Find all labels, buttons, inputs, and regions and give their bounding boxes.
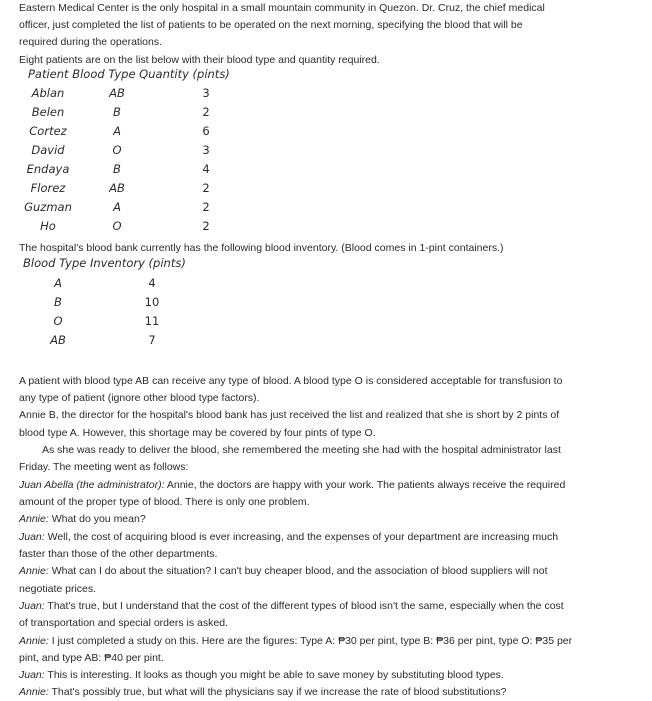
speaker-name: Annie: (19, 686, 49, 698)
speaker-name: Annie: (19, 635, 49, 647)
dialogue-line (19, 563, 548, 580)
story-line: amount of the proper type of blood. There is only one problem. (19, 496, 310, 508)
patient-blood-type: AB (109, 86, 125, 100)
patient-quantity: 2 (202, 200, 210, 214)
patient-name: Endaya (26, 162, 70, 176)
speaker-name: Juan: (19, 669, 45, 681)
patients-table-header: Patient Blood Type Quantity (pints) (28, 67, 230, 81)
speaker-name: Juan: (19, 531, 45, 543)
dialogue-text: I just completed a study on this. Here are the figures: Type A: ₱30 per pint, type B: ₱36 per pint, type O: ₱35 per (48, 635, 573, 647)
dialogue-line (19, 684, 506, 701)
story-line: faster than those of the other departments. (19, 548, 218, 560)
patient-quantity: 3 (202, 143, 210, 157)
patient-blood-type: B (113, 162, 121, 176)
story-line: blood type A. However, this shortage may be covered by four pints of type O. (19, 427, 376, 439)
dialogue-text: That's true, but I understand that the cost of the different types of blood isn't the same, especially when the cost (44, 600, 564, 612)
dialogue-line (19, 511, 146, 528)
inventory-quantity: 4 (148, 276, 156, 290)
patient-name: Ablan (31, 86, 65, 100)
speaker-name: Annie: (19, 565, 49, 577)
story-line: of transportation and special orders is asked. (19, 617, 228, 629)
patient-blood-type: O (112, 143, 122, 157)
patient-quantity: 2 (202, 219, 210, 233)
speaker-name: Annie: (19, 513, 49, 525)
dialogue-line (19, 477, 565, 494)
intro-line-3: required during the operations. (19, 36, 163, 48)
intro-line-4: Eight patients are on the list below with their blood type and quantity required. (19, 54, 380, 66)
patient-quantity: 3 (202, 86, 210, 100)
patient-quantity: 6 (202, 124, 210, 138)
story-line: any type of patient (ignore other blood type factors). (19, 392, 260, 404)
patient-name: Ho (40, 219, 56, 233)
dialogue-text: What can I do about the situation? I can't buy cheaper blood, and the association of blood suppliers will not (48, 565, 548, 577)
patient-blood-type: B (113, 105, 121, 119)
patient-quantity: 2 (202, 181, 210, 195)
dialogue-line (19, 529, 558, 546)
patient-name: Belen (31, 105, 65, 119)
patient-name: Cortez (29, 124, 67, 138)
patient-blood-type: AB (109, 181, 125, 195)
inventory-blood-type: AB (50, 333, 66, 347)
patient-name: David (31, 143, 65, 157)
inventory-intro: The hospital's blood bank currently has the following blood inventory. (Blood comes in 1-pint containers.) (19, 242, 504, 254)
patient-quantity: 4 (202, 162, 210, 176)
patient-blood-type: A (113, 200, 121, 214)
story-line: negotiate prices. (19, 583, 97, 595)
dialogue-text: This is interesting. It looks as though you might be able to save money by substituting blood types. (44, 669, 504, 681)
dialogue-text: That's possibly true, but what will the physicians say if we increase the rate of blood substitutions? (48, 686, 507, 698)
patient-name: Florez (30, 181, 66, 195)
dialogue-text: Annie, the doctors are happy with your work. The patients always receive the required (164, 479, 566, 491)
inventory-blood-type: A (54, 276, 62, 290)
story-line: As she was ready to deliver the blood, she remembered the meeting she had with the hospital administrator last (42, 444, 561, 456)
inventory-quantity: 7 (148, 333, 156, 347)
story-line: pint, and type AB: ₱40 per pint. (19, 652, 164, 664)
speaker-name: Juan Abella (the administrator): (19, 479, 165, 491)
speaker-name: Juan: (19, 600, 45, 612)
dialogue-text: What do you mean? (48, 513, 146, 525)
story-line: Annie B, the director for the hospital's blood bank has just received the list and realized that she is short by 2 pints of (19, 409, 560, 421)
intro-line-1: Eastern Medical Center is the only hospital in a small mountain community in Quezon. Dr. Cruz, the chief medical (19, 2, 545, 14)
patient-quantity: 2 (202, 105, 210, 119)
story-line: A patient with blood type AB can receive any type of blood. A blood type O is considered acceptable for transfusion to (19, 375, 563, 387)
inventory-quantity: 11 (144, 314, 160, 328)
patient-blood-type: O (112, 219, 122, 233)
inventory-quantity: 10 (144, 295, 160, 309)
inventory-table-header: Blood Type Inventory (pints) (23, 256, 186, 270)
inventory-blood-type: O (53, 314, 63, 328)
dialogue-text: Well, the cost of acquiring blood is ever increasing, and the expenses of your department are increasing much (44, 531, 559, 543)
patient-name: Guzman (24, 200, 72, 214)
intro-line-2: officer, just completed the list of patients to be operated on the next morning, specifying the blood that will be (19, 19, 523, 31)
dialogue-line (19, 667, 504, 684)
patient-blood-type: A (113, 124, 121, 138)
dialogue-line (19, 633, 572, 650)
inventory-blood-type: B (54, 295, 62, 309)
story-line: Friday. The meeting went as follows: (19, 461, 189, 473)
dialogue-line (19, 598, 564, 615)
